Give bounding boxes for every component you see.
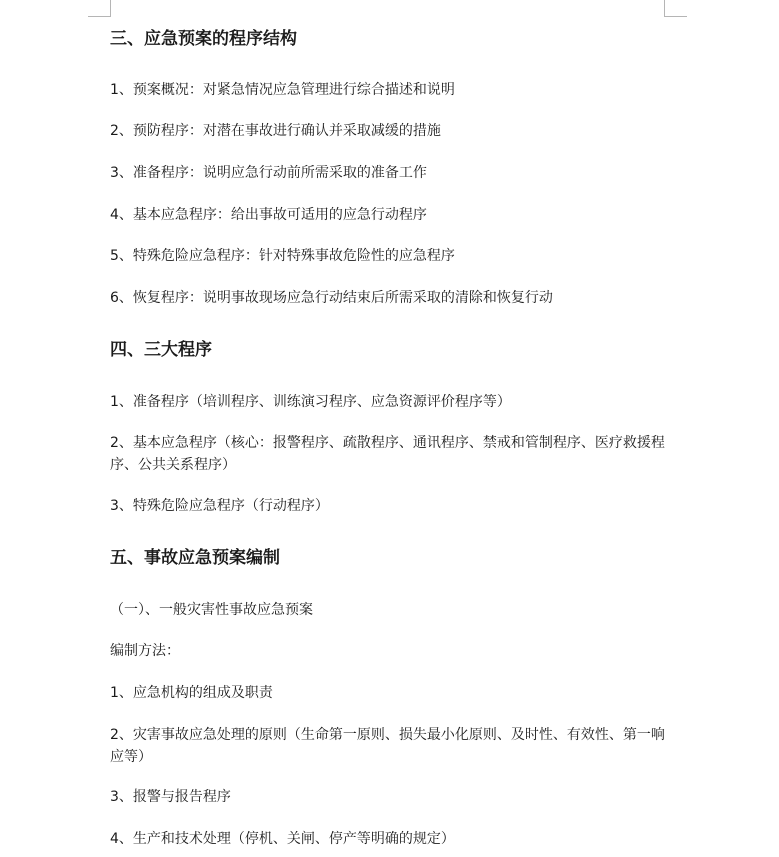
page-corner-mark-left [88, 0, 111, 17]
section3-item-5: 5、特殊危险应急程序：针对特殊事故危险性的应急程序 [110, 248, 455, 264]
section4-item-3: 3、特殊危险应急程序（行动程序） [110, 498, 329, 514]
section5-item-3: 3、报警与报告程序 [110, 789, 231, 805]
section4-item-1: 1、准备程序（培训程序、训练演习程序、应急资源评价程序等） [110, 394, 511, 410]
section3-item-6: 6、恢复程序：说明事故现场应急行动结束后所需采取的清除和恢复行动 [110, 290, 553, 306]
section5-item-2: 2、灾害事故应急处理的原则（生命第一原则、损失最小化原则、及时性、有效性、第一响应等） [110, 727, 665, 765]
section5-subheading: （一）、一般灾害性事故应急预案 [110, 602, 313, 618]
section5-item-1: 1、应急机构的组成及职责 [110, 685, 273, 701]
section3-item-4: 4、基本应急程序：给出事故可适用的应急行动程序 [110, 207, 427, 223]
section4-item-2: 2、基本应急程序（核心：报警程序、疏散程序、通讯程序、禁戒和管制程序、医疗救援程序、公共关系程序） [110, 435, 665, 473]
section5-heading: 五、事故应急预案编制 [110, 548, 280, 568]
page-corner-mark-right [664, 0, 687, 17]
section3-heading: 三、应急预案的程序结构 [110, 29, 297, 49]
section5-item-4: 4、生产和技术处理（停机、关闸、停产等明确的规定） [110, 831, 455, 847]
section3-item-3: 3、准备程序：说明应急行动前所需采取的准备工作 [110, 165, 427, 181]
section3-item-2: 2、预防程序：对潜在事故进行确认并采取减缓的措施 [110, 123, 441, 139]
section3-item-1: 1、预案概况：对紧急情况应急管理进行综合描述和说明 [110, 82, 455, 98]
method-label: 编制方法： [110, 643, 180, 659]
section4-heading: 四、三大程序 [110, 340, 212, 360]
